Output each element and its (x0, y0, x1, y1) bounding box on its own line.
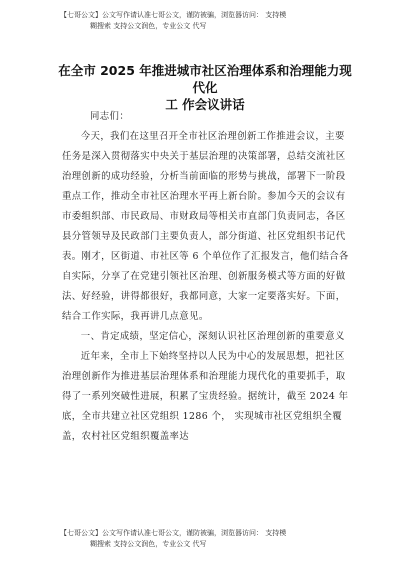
footer-line-2: 糊搜索 支持公文润色，专业公文 代写 (90, 540, 207, 548)
salutation: 同志们： (90, 111, 130, 122)
header-line-1: 【七哥公文】公文写作请认准七哥公文，谨防被骗，浏览器访问： 支持模 (60, 11, 287, 19)
header-line-2: 糊搜索 支持公文润色，专业公文 代写 (90, 22, 207, 30)
title-line-2: 工 作会议讲话 (165, 97, 245, 112)
footer-line-1: 【七哥公文】公文写作请认准七哥公文，谨防被骗，浏览器访问： 支持模 (60, 529, 287, 537)
page-footer-watermark (60, 528, 360, 550)
page-header-watermark (60, 10, 360, 32)
paragraph: 近年来，全市上下始终坚持以人民为中心的发展思想，把社区治理创新作为推进基层治理体系和治理能力现代化的重要抓手，取得了一系列突破性进展，积累了宝贵经验。据统计，截至 2024 年底，全市共建立社区党组织 1286 个， 实现城市社区党组织全覆盖，农村社区党组织覆盖率达 (62, 351, 349, 442)
document-title (55, 62, 355, 113)
title-line-1: 在全市 2025 年推进城市社区治理体系和治理能力现代化 (58, 63, 352, 95)
paragraph: 今天，我们在这里召开全市社区治理创新工作推进会议，主要任务是深入贯彻落实中央关于基层治理的决策部署，总结交流社区治理创新的成功经验，分析当前面临的形势与挑战，部署下一阶段重点工作，推动全市社区治理水平再上新台阶。参加今天的会议有市委组织部、市民政局、市财政局等相关市直部门负责同志，各区县分管领导及民政部门主要负责人，部分街道、社区党组织书记代表。刚才，区街道、市社区等 6 个单位作了汇报发言，他们结合各自实际，分享了在党建引领社区治理、创新服务模式等方面的好做法、好经验，讲得都很好，我都同意，大家一定要落实好。下面，结合工作实际，我再讲几点意见。 (62, 131, 349, 322)
document-body (62, 107, 350, 447)
section-heading: 一、肯定成绩，坚定信心，深刻认识社区治理创新的重要意义 (80, 331, 345, 342)
